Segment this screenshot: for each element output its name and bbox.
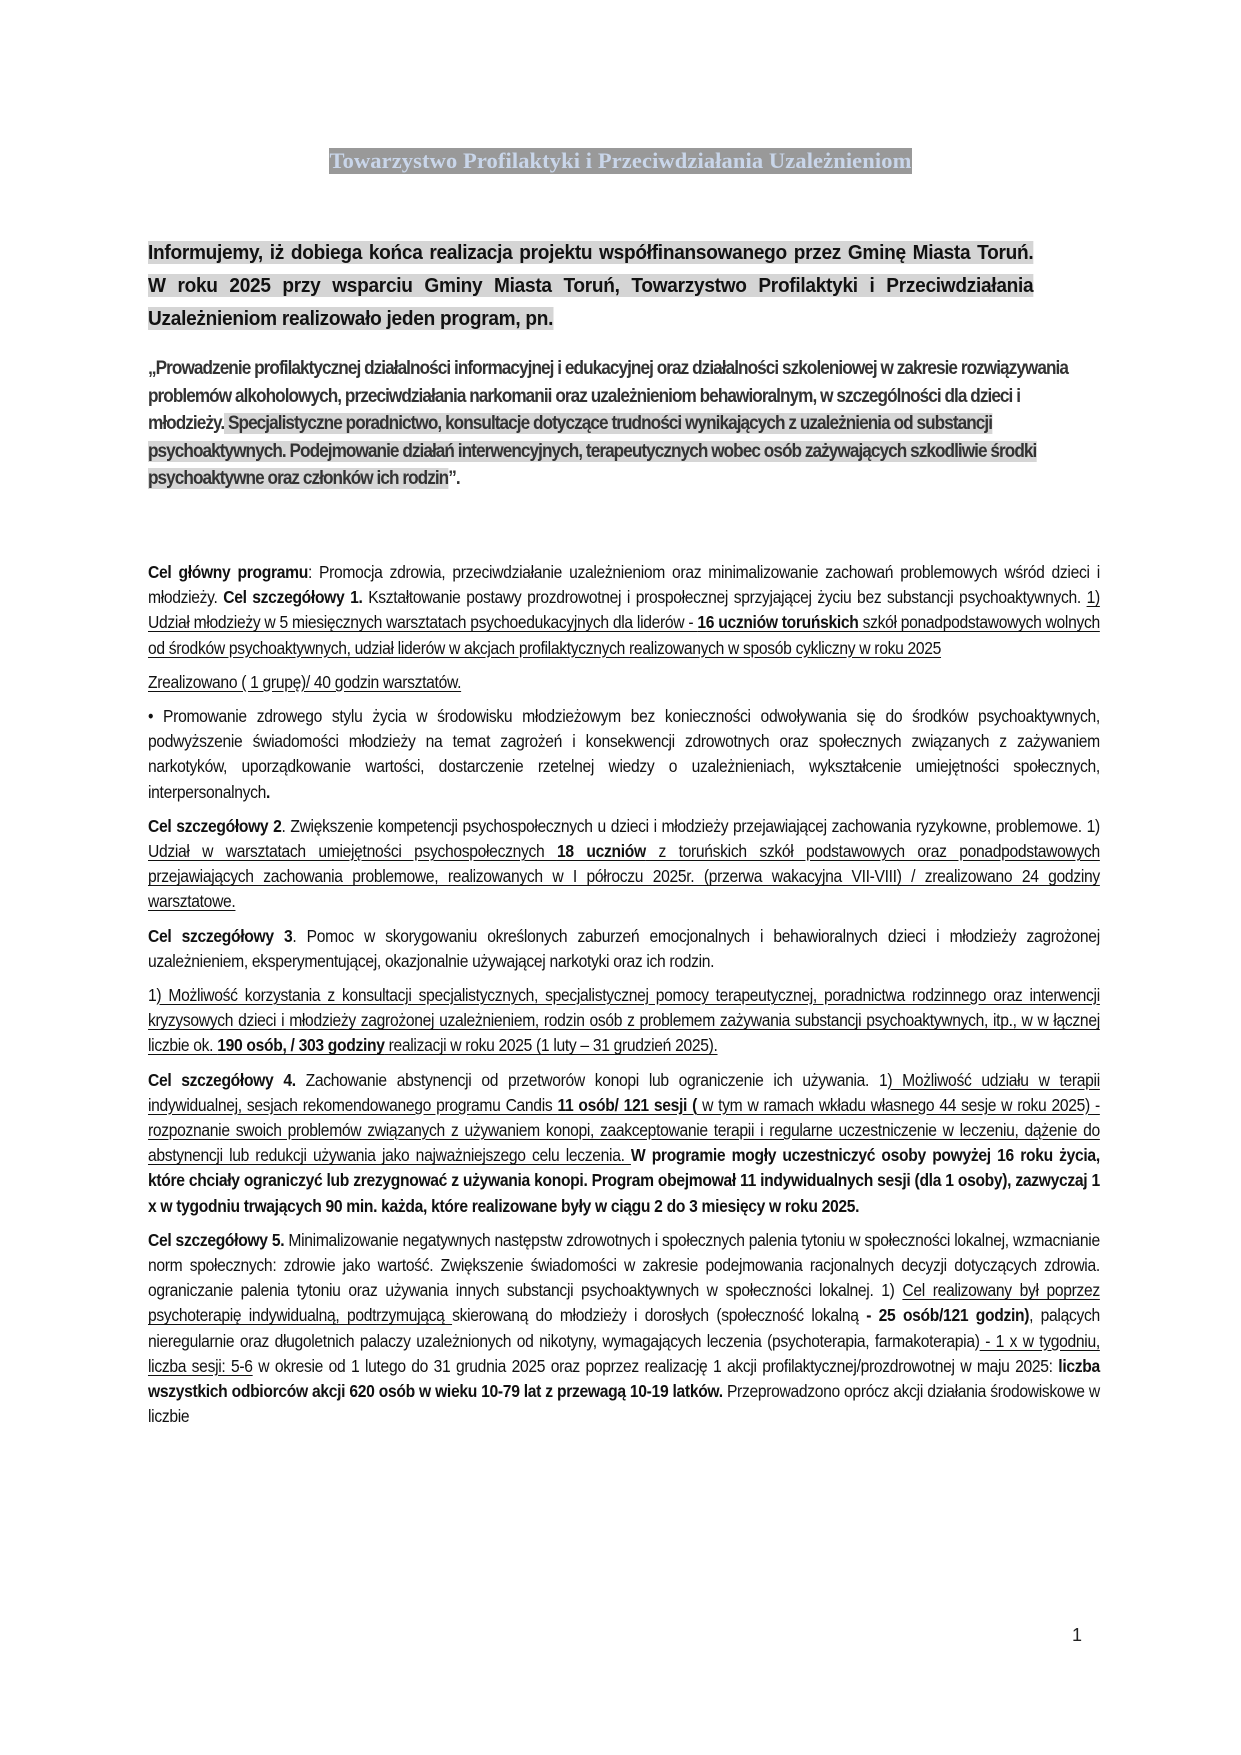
goal3-item-paragraph	[148, 983, 1100, 1059]
intro-text: Informujemy, iż dobiega końca realizacja projektu współfinansowanego przez Gminę Miasta Toruń. W roku 2025 przy wsparciu Gminy Miasta Toruń, Towarzystwo Profilaktyki i Przeciwdziałania Uzależnieniom realizowało jeden program, pn.	[148, 241, 1034, 330]
goal5-bold-1: - 25 osób/121 godzin)	[866, 1305, 1030, 1326]
document-body	[148, 560, 1100, 1439]
bullet-text: • Promowanie zdrowego stylu życia w środowisku młodzieżowym bez konieczności odwoływania się do środków psychoaktywnych, podwyższenie świadomości młodzieży na temat zagrożeń i konsekwencji zdrowotnych oraz społecznych związanych z zażywaniem narkotyków, uporządkowanie wartości, dostarczenie rzetelnej wiedzy o uzależnieniach, wykształcenie umiejętności społecznych, interpersonalnych	[148, 706, 1100, 802]
goal4-underlined-1: ) Możliwość udziału w terapii indywidualnej, sesjach rekomendowanego programu Candis	[148, 1069, 1100, 1115]
bullet-paragraph	[148, 704, 1100, 805]
main-goal-text: : Promocja zdrowia, przeciwdziałanie uzależnieniom oraz minimalizowanie zachowań problemowych wśród dzieci i młodzieży.	[148, 562, 1100, 608]
goal1-bold: 16 uczniów toruńskich	[697, 612, 859, 633]
goal2-bold: 18 uczniów	[556, 841, 646, 862]
goal5-paragraph	[148, 1228, 1100, 1430]
goal3-underlined-1: ) Możliwość korzystania z konsultacji specjalistycznych, specjalistycznej pomocy terapeutycznej, poradnictwa rodzinnego oraz interwencji kryzysowych dzieci i młodzieży zagrożonej uzależnieniem, rodzin osób z problemem zażywania substancji psychoaktywnych, itp., w w łącznej liczbie ok.	[148, 985, 1100, 1056]
bullet-end: .	[266, 781, 271, 802]
main-goal-label: Cel główny programu	[148, 562, 308, 582]
header	[0, 148, 1241, 174]
goal2-label: Cel szczegółowy 2	[148, 815, 282, 836]
goal5-underlined-2: - 1 x w tygodniu, liczba sesji: 5-6	[148, 1330, 1100, 1376]
main-goal-paragraph	[148, 560, 1100, 661]
goal5-text-4: w okresie od 1 lutego do 31 grudnia 2025 oraz poprzez realizację 1 akcji profilaktycznej/prozdrowotnej w maju 2025:	[252, 1355, 1059, 1376]
goal3-item-prefix: 1	[148, 985, 157, 1006]
program-name-paragraph	[148, 355, 1098, 493]
goal4-bold-1: 11 osób/ 121 sesji (	[557, 1094, 698, 1115]
goal3-bold: 190 osób, / 303 godziny	[217, 1035, 385, 1056]
goal2-text: . Zwiększenie kompetencji psychospołecznych u dzieci i młodzieży przejawiającej zachowania ryzykowne, problemowe. 1)	[281, 815, 1100, 836]
goal3-label: Cel szczegółowy 3	[148, 925, 293, 946]
organization-title: Towarzystwo Profilaktyki i Przeciwdziałania Uzależnieniom	[329, 148, 912, 173]
goal5-label: Cel szczegółowy 5.	[148, 1229, 285, 1250]
goal5-text-3: , palących nieregularnie oraz długoletnich palaczy uzależnionych od nikotyny, wymagających leczenia (psychoterapia, farmakoterapia)	[148, 1305, 1100, 1351]
goal5-bold-2: liczba wszystkich odbiorców akcji 620 osób w wieku 10-79 lat z przewagą 10-19 latków.	[148, 1355, 1100, 1402]
goal5-underlined-1: Cel realizowany był poprzez psychoterapię indywidualną, podtrzymującą	[148, 1280, 1100, 1326]
goal4-text: Zachowanie abstynencji od przetworów konopi lub ograniczenie ich używania. 1	[295, 1069, 888, 1090]
goal4-label: Cel szczegółowy 4.	[148, 1069, 296, 1090]
goal3-paragraph	[148, 924, 1100, 974]
intro-paragraph	[148, 236, 1033, 335]
goal4-bold-2: W programie mogły uczestniczyć osoby powyżej 16 roku życia, które chciały ograniczyć lub zrezygnować z używania konopi. Program obejmował 11 indywidualnych sesji (dla 1 osoby), zazwyczaj 1 x w tygodniu trwających 90 min. każda, które realizowane były w ciągu 2 do 3 miesięcy w roku 2025.	[148, 1145, 1100, 1216]
program-name-closing: ”.	[448, 468, 460, 489]
goal3-underlined-2: realizacji w roku 2025 (1 luty – 31 grudzień 2025).	[384, 1035, 718, 1056]
goal2-underlined-1: Udział w warsztatach umiejętności psychospołecznych	[148, 841, 557, 862]
goal1-label: Cel szczegółowy 1.	[223, 587, 363, 608]
page-number: 1	[1072, 1625, 1083, 1645]
goal2-paragraph	[148, 814, 1100, 915]
goal4-underlined-2: w tym w ramach wkładu własnego 44 sesje w roku 2025) - rozpoznanie swoich problemów związanych z używaniem konopi, zaakceptowanie terapii i regularne uczestniczenie w leczeniu, dążenie do abstynencji lub redukcji używania jako najważniejszego celu leczenia.	[148, 1094, 1100, 1166]
goal1-underlined-2: szkół ponadpodstawowych wolnych od środków psychoaktywnych, udział liderów w akcjach profilaktycznych realizowanych w sposób cykliczny w roku 2025	[148, 612, 1100, 658]
goal4-paragraph	[148, 1068, 1100, 1219]
goal3-text: . Pomoc w skorygowaniu określonych zaburzeń emocjonalnych i behawioralnych dzieci i młodzieży zagrożonej uzależnieniem, eksperymentującej, okazjonalnie używającej narkotyki oraz ich rodzin.	[148, 925, 1100, 971]
goal2-underlined-2: z toruńskich szkół podstawowych oraz ponadpodstawowych przejawiających zachowania problemowe, realizowanych w I półroczu 2025r. (przerwa wakacyjna VII-VIII) / zrealizowano 24 godziny warsztatowe.	[148, 841, 1100, 912]
goal5-text-5: Przeprowadzono oprócz akcji działania środowiskowe w liczbie	[148, 1381, 1100, 1427]
goal1-underlined-1: 1) Udział młodzieży w 5 miesięcznych warsztatach psychoedukacyjnych dla liderów -	[148, 587, 1100, 633]
program-name-part1: „Prowadzenie profilaktycznej działalności informacyjnej i edukacyjnej oraz działalności szkoleniowej w zakresie rozwiązywania problemów alkoholowych, przeciwdziałania narkomanii oraz uzależnieniom behawioralnym, w szczególności dla dzieci i młodzieży.	[148, 358, 1068, 434]
goal5-text-2: skierowaną do młodzieży i dorosłych (społeczność lokalną	[452, 1305, 867, 1326]
goal5-text: Minimalizowanie negatywnych następstw zdrowotnych i społecznych palenia tytoniu w społeczności lokalnej, wzmacnianie norm społecznych: zdrowie jako wartość. Zwiększenie świadomości w zakresie podejmowania racjonalnych decyzji dotyczących zdrowia. ograniczanie palenia tytoniu oraz używania innych substancji psychoaktywnych w społeczności lokalnej. 1)	[148, 1229, 1100, 1301]
goal1-result-paragraph	[148, 670, 1100, 695]
program-name-part2: Specjalistyczne poradnictwo, konsultacje dotyczące trudności wynikających z uzależnienia od substancji psychoaktywnych. Podejmowanie działań interwencyjnych, terapeutycznych wobec osób zażywających szkodliwie środki psychoaktywne oraz członków ich rodzin	[148, 413, 1037, 489]
goal1-text: Kształtowanie postawy prozdrowotnej i prospołecznej sprzyjającej życiu bez substancji psychoaktywnych.	[362, 587, 1087, 608]
goal1-result: Zrealizowano ( 1 grupę)/ 40 godzin warsztatów.	[148, 671, 462, 692]
